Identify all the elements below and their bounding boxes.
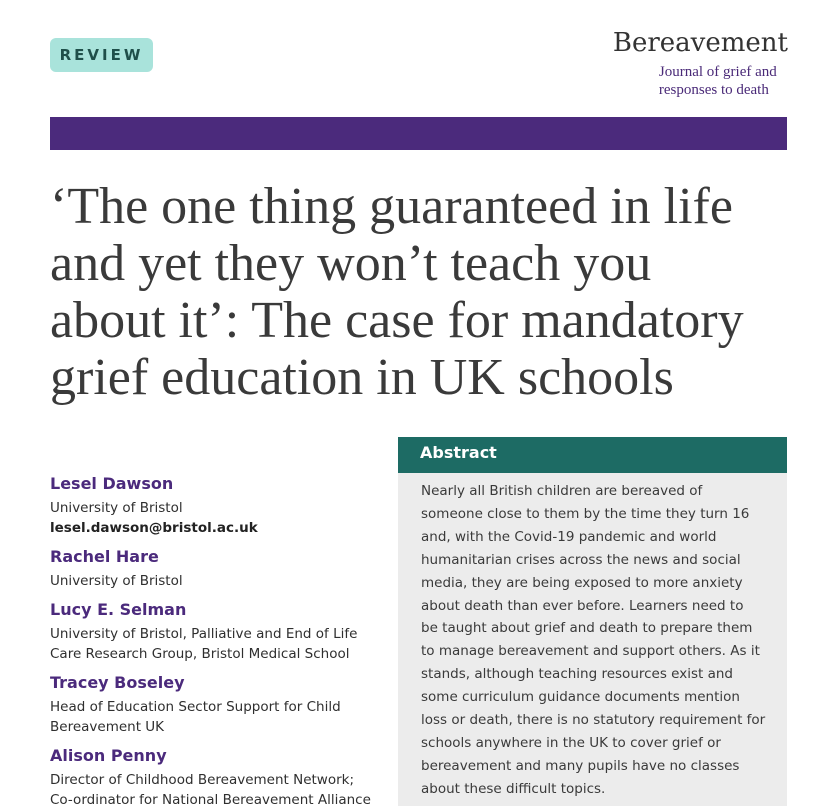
abstract-line: someone close to them by the time they turn 16 xyxy=(421,505,750,522)
author-affiliation: University of Bristol xyxy=(50,573,183,589)
author-affiliation-line: Care Research Group, Bristol Medical School xyxy=(50,646,350,662)
header-divider-bar xyxy=(50,117,787,150)
abstract-line: loss or death, there is no statutory requirement for xyxy=(421,712,766,729)
abstract-line: schools anywhere in the UK to cover grief or xyxy=(421,734,721,751)
abstract-line: bereavement and many pupils have no classes xyxy=(421,757,740,774)
journal-subtitle-line-1: Journal of grief and xyxy=(658,64,777,80)
abstract-line: and, with the Covid-19 pandemic and world xyxy=(421,528,717,545)
journal-masthead xyxy=(612,28,788,98)
article-type-badge: REVIEW xyxy=(50,38,153,72)
author-entry xyxy=(50,673,390,737)
author-name: Lucy E. Selman xyxy=(50,600,187,619)
abstract-line: media, they are being exposed to more anxiety xyxy=(421,574,743,591)
abstract-line: be taught about grief and death to prepare them xyxy=(421,620,753,637)
affiliation-text: University of Bristol xyxy=(50,500,183,516)
title-line-2: and yet they won’t teach you xyxy=(50,235,652,292)
author-entry xyxy=(50,600,390,664)
article-title xyxy=(50,178,810,406)
abstract-heading: Abstract xyxy=(398,437,787,473)
author-entry xyxy=(50,547,390,591)
journal-title: Bereavement xyxy=(612,28,788,58)
author-affiliation-line: University of Bristol, Palliative and End of Life xyxy=(50,626,358,642)
author-name: Lesel Dawson xyxy=(50,474,174,493)
author-entry xyxy=(50,474,390,538)
abstract-line: Nearly all British children are bereaved of xyxy=(421,483,703,499)
title-line-1: ‘The one thing guaranteed in life xyxy=(50,178,733,235)
author-affiliation-line: Director of Childhood Bereavement Network; xyxy=(50,772,355,788)
abstract-line: humanitarian crises across the news and social xyxy=(421,551,741,568)
title-line-4: grief education in UK schools xyxy=(50,349,674,406)
abstract-line: stands, although teaching resources exist and xyxy=(421,666,734,683)
author-name: Tracey Boseley xyxy=(50,673,185,692)
author-list xyxy=(50,474,390,806)
author-affiliation-line: Bereavement UK xyxy=(50,719,165,735)
author-name: Alison Penny xyxy=(50,746,167,765)
abstract-line: about death than ever before. Learners need to xyxy=(421,597,744,614)
abstract-line: about these difficult topics. xyxy=(421,780,606,797)
abstract-box xyxy=(398,437,787,806)
author-affiliation xyxy=(50,498,390,538)
author-entry xyxy=(50,746,390,806)
author-affiliation-line: Head of Education Sector Support for Child xyxy=(50,699,341,715)
abstract-line: some curriculum guidance documents mention xyxy=(421,689,740,706)
author-email-link[interactable]: lesel.dawson@bristol.ac.uk xyxy=(50,520,258,536)
abstract-text xyxy=(398,473,787,801)
author-name: Rachel Hare xyxy=(50,547,159,566)
author-affiliation-line: Co-ordinator for National Bereavement Alliance xyxy=(50,792,371,806)
journal-subtitle xyxy=(659,63,819,99)
abstract-line: to manage bereavement and support others. As it xyxy=(421,643,760,660)
journal-subtitle-line-2: responses to death xyxy=(658,82,769,98)
title-line-3: about it’: The case for mandatory xyxy=(50,292,744,349)
